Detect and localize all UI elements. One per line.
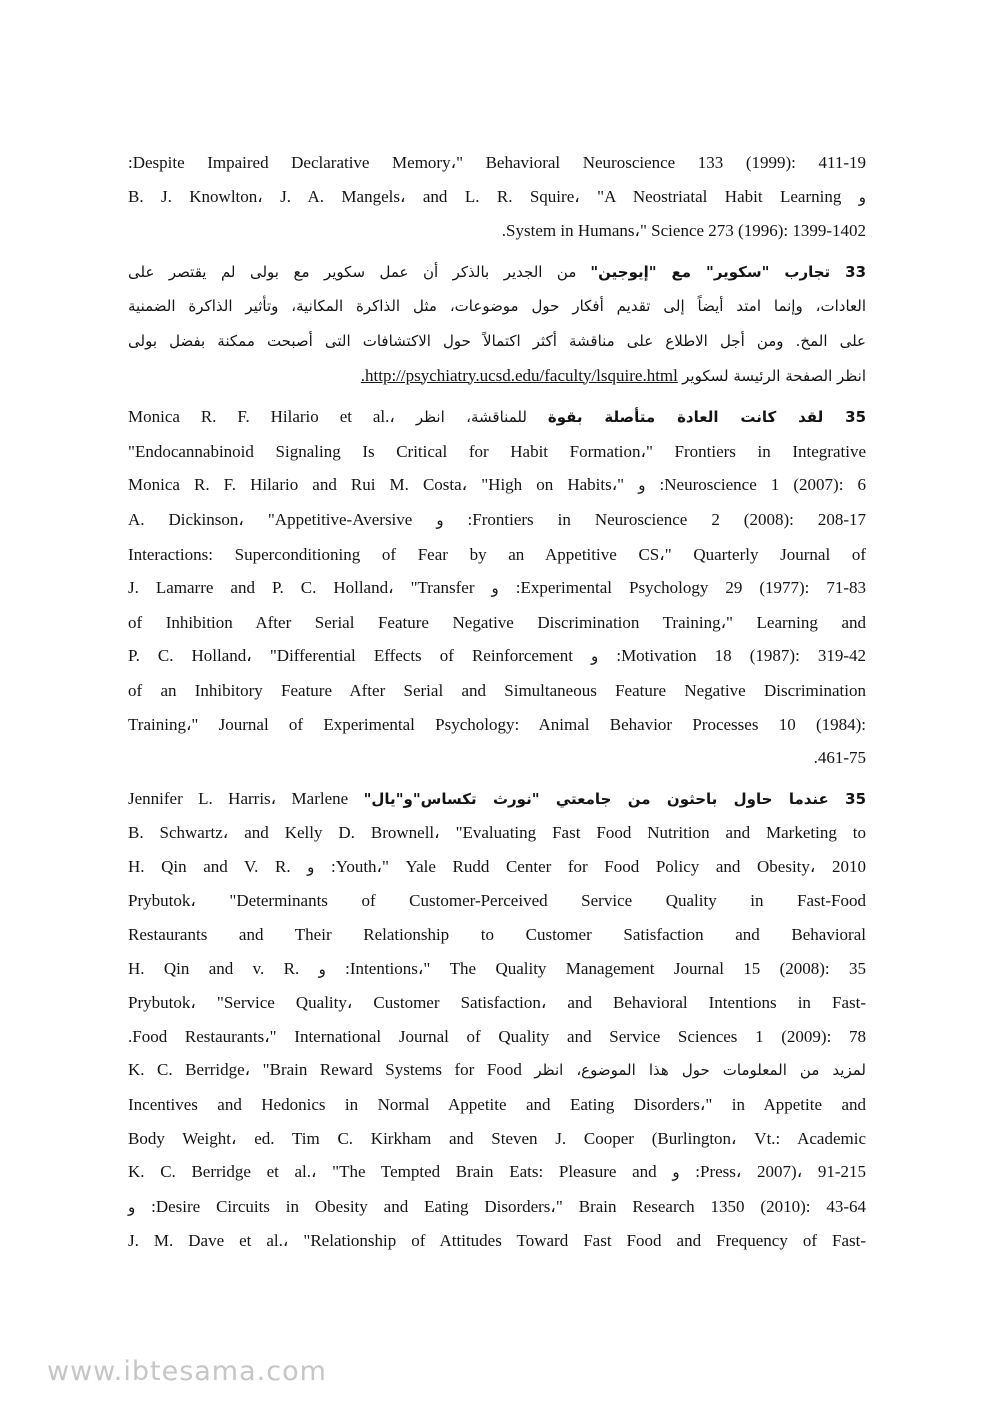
english-text-segment: Restaurants and Their Relationship to Customer Satisfaction and Behavioral [128, 925, 866, 945]
text-line [128, 468, 866, 503]
text-line [128, 538, 866, 572]
english-text-segment: Jennifer L. Harris، Marlene [128, 788, 349, 808]
text-line [128, 1020, 866, 1054]
note-continuation [128, 146, 866, 248]
text-line [128, 180, 866, 215]
text-line [128, 289, 866, 324]
english-text-segment: J. M. Dave et al.، "Relationship of Attitudes Toward Fast Food and Frequency of Fast- [128, 1231, 866, 1251]
arabic-text-segment: و [436, 510, 444, 529]
english-text-segment: Incentives and Hedonics in Normal Appetite and Eating Disorders،" in Appetite and [128, 1095, 866, 1115]
arabic-text-segment: و [858, 187, 866, 206]
english-text-segment: J. Lamarre and P. C. Holland، "Transfer [128, 578, 475, 598]
arabic-text-segment: و [591, 647, 599, 666]
english-text-segment: Monica R. F. Hilario and Rui M. Costa، "High on Habits،" [128, 475, 625, 495]
english-text-segment: :Frontiers in Neuroscience 2 (2008): 208-17 [467, 509, 866, 529]
english-text-segment: .461-75 [813, 748, 866, 768]
text-line [128, 782, 866, 817]
english-text-segment: :Motivation 18 (1987): 319-42 [616, 646, 867, 666]
text-line [128, 1224, 866, 1258]
english-text-segment: K. C. Berridge، "Brain Reward Systems for Food [128, 1060, 522, 1080]
text-line [128, 255, 866, 290]
english-text-segment: K. C. Berridge et al.، "The Tempted Brain Eats: Pleasure and [128, 1162, 657, 1182]
note-35-fastfood [128, 782, 866, 1258]
text-line [128, 639, 866, 674]
english-text-segment: :Despite Impaired Declarative Memory،" Behavioral Neuroscience 133 (1999): 411-19 [128, 153, 866, 172]
english-text-segment: Monica R. F. Hilario et al.، [128, 407, 395, 427]
english-text-segment: .Food Restaurants،" International Journal of Quality and Service Sciences 1 (2009): 78 [128, 1026, 866, 1046]
text-line [128, 324, 866, 359]
text-line [128, 571, 866, 606]
text-line [128, 146, 866, 180]
english-text-segment: Training،" Journal of Experimental Psychology: Animal Behavior Processes 10 (1984): [128, 714, 866, 734]
arabic-text-segment: انظر الصفحة الرئيسة لسكوير [682, 366, 866, 385]
text-content [128, 146, 866, 1258]
text-line [128, 435, 866, 469]
arabic-text-segment: و [491, 579, 499, 598]
english-text-segment: B. J. Knowlton، J. A. Mangels، and L. R. Squire، "A Neostriatal Habit Learning [128, 186, 842, 206]
text-line [128, 816, 866, 850]
text-line [128, 1122, 866, 1156]
watermark: www.ibtesama.com [47, 1356, 327, 1387]
text-line [128, 1053, 866, 1088]
text-line [128, 1088, 866, 1122]
arabic-text-segment: من الجدير بالذكر أن عمل سكوير مع بولى لم يقتصر على [128, 262, 577, 281]
text-line [128, 400, 866, 435]
arabic-text-segment: و [307, 857, 315, 876]
english-text-segment: Body Weight، ed. Tim C. Kirkham and Steven J. Cooper (Burlington، Vt.: Academic [128, 1128, 866, 1148]
arabic-text-segment: 35 لقد كانت العادة متأصلة بقوة [547, 408, 867, 427]
english-text-segment: Prybutok، "Service Quality، Customer Satisfaction، and Behavioral Intentions in Fast- [128, 993, 866, 1013]
text-line [128, 1155, 866, 1190]
english-text-segment: of Inhibition After Serial Feature Negative Discrimination Training،" Learning and [128, 612, 866, 632]
arabic-text-segment: و [672, 1163, 680, 1182]
text-line [128, 503, 866, 538]
english-text-segment: P. C. Holland، "Differential Effects of Reinforcement [128, 646, 573, 666]
english-text-segment: B. Schwartz، and Kelly D. Brownell، "Evaluating Fast Food Nutrition and Marketing to [128, 823, 866, 843]
english-text-segment: :Intentions،" The Quality Management Journal 15 (2008): 35 [345, 958, 867, 978]
arabic-text-segment: لمزيد من المعلومات حول هذا الموضوع، انظر [534, 1061, 866, 1080]
text-line [128, 850, 866, 885]
url-link[interactable]: .http://psychiatry.ucsd.edu/faculty/lsquire.html [360, 365, 678, 385]
text-line [128, 708, 866, 742]
english-text-segment: :Press، 2007)، 91-215 [695, 1162, 867, 1182]
english-text-segment: .System in Humans،" Science 273 (1996): 1399-1402 [501, 221, 866, 241]
text-line [128, 986, 866, 1020]
english-text-segment: :Neuroscience 1 (2007): 6 [659, 475, 867, 495]
english-text-segment: A. Dickinson، "Appetitive-Aversive [128, 509, 413, 529]
arabic-text-segment: للمناقشة، انظر [415, 408, 527, 427]
arabic-text-segment: و [318, 959, 326, 978]
english-text-segment: :Youth،" Yale Rudd Center for Food Policy and Obesity، 2010 [331, 856, 866, 876]
text-line [128, 741, 866, 775]
text-line [128, 359, 866, 394]
arabic-text-segment: و [128, 1197, 136, 1216]
note-35-habit [128, 400, 866, 775]
english-text-segment: :Experimental Psychology 29 (1977): 71-83 [515, 578, 867, 598]
english-text-segment: :Desire Circuits in Obesity and Eating Disorders،" Brain Research 1350 (2010): 43-64 [151, 1196, 866, 1216]
english-text-segment: of an Inhibitory Feature After Serial and Simultaneous Feature Negative Discrimination [128, 680, 866, 700]
text-line [128, 606, 866, 640]
note-33 [128, 255, 866, 393]
arabic-text-segment: و [638, 476, 646, 495]
arabic-text-segment: العادات، وإنما امتد أيضاً إلى تقديم أفكار حول موضوعات، مثل الذاكرة المكانية، وتأثير الذاكرة الضمنية [128, 297, 866, 316]
arabic-text-segment: على المخ. ومن أجل الاطلاع على مناقشة أكثر اكتمالاً حول الاكتشافات التى أصبحت ممكنة بفضل بولى [128, 331, 866, 350]
text-line [128, 952, 866, 987]
text-line [128, 884, 866, 918]
text-line [128, 918, 866, 952]
arabic-text-segment: 33 تجارب "سكوير" مع "إيوجين" [590, 262, 867, 281]
text-line [128, 214, 866, 248]
english-text-segment: Prybutok، "Determinants of Customer-Perceived Service Quality in Fast-Food [128, 891, 866, 911]
english-text-segment: Interactions: Superconditioning of Fear by an Appetitive CS،" Quarterly Journal of [128, 544, 866, 564]
english-text-segment: H. Qin and V. R. [128, 856, 291, 876]
arabic-text-segment: 35 عندما حاول باحثون من جامعتي "نورث تكساس"و"يال" [363, 789, 867, 808]
english-text-segment: H. Qin and v. R. [128, 958, 300, 978]
english-text-segment: "Endocannabinoid Signaling Is Critical for Habit Formation،" Frontiers in Integrative [128, 441, 866, 461]
text-line [128, 674, 866, 708]
text-line [128, 1190, 866, 1225]
